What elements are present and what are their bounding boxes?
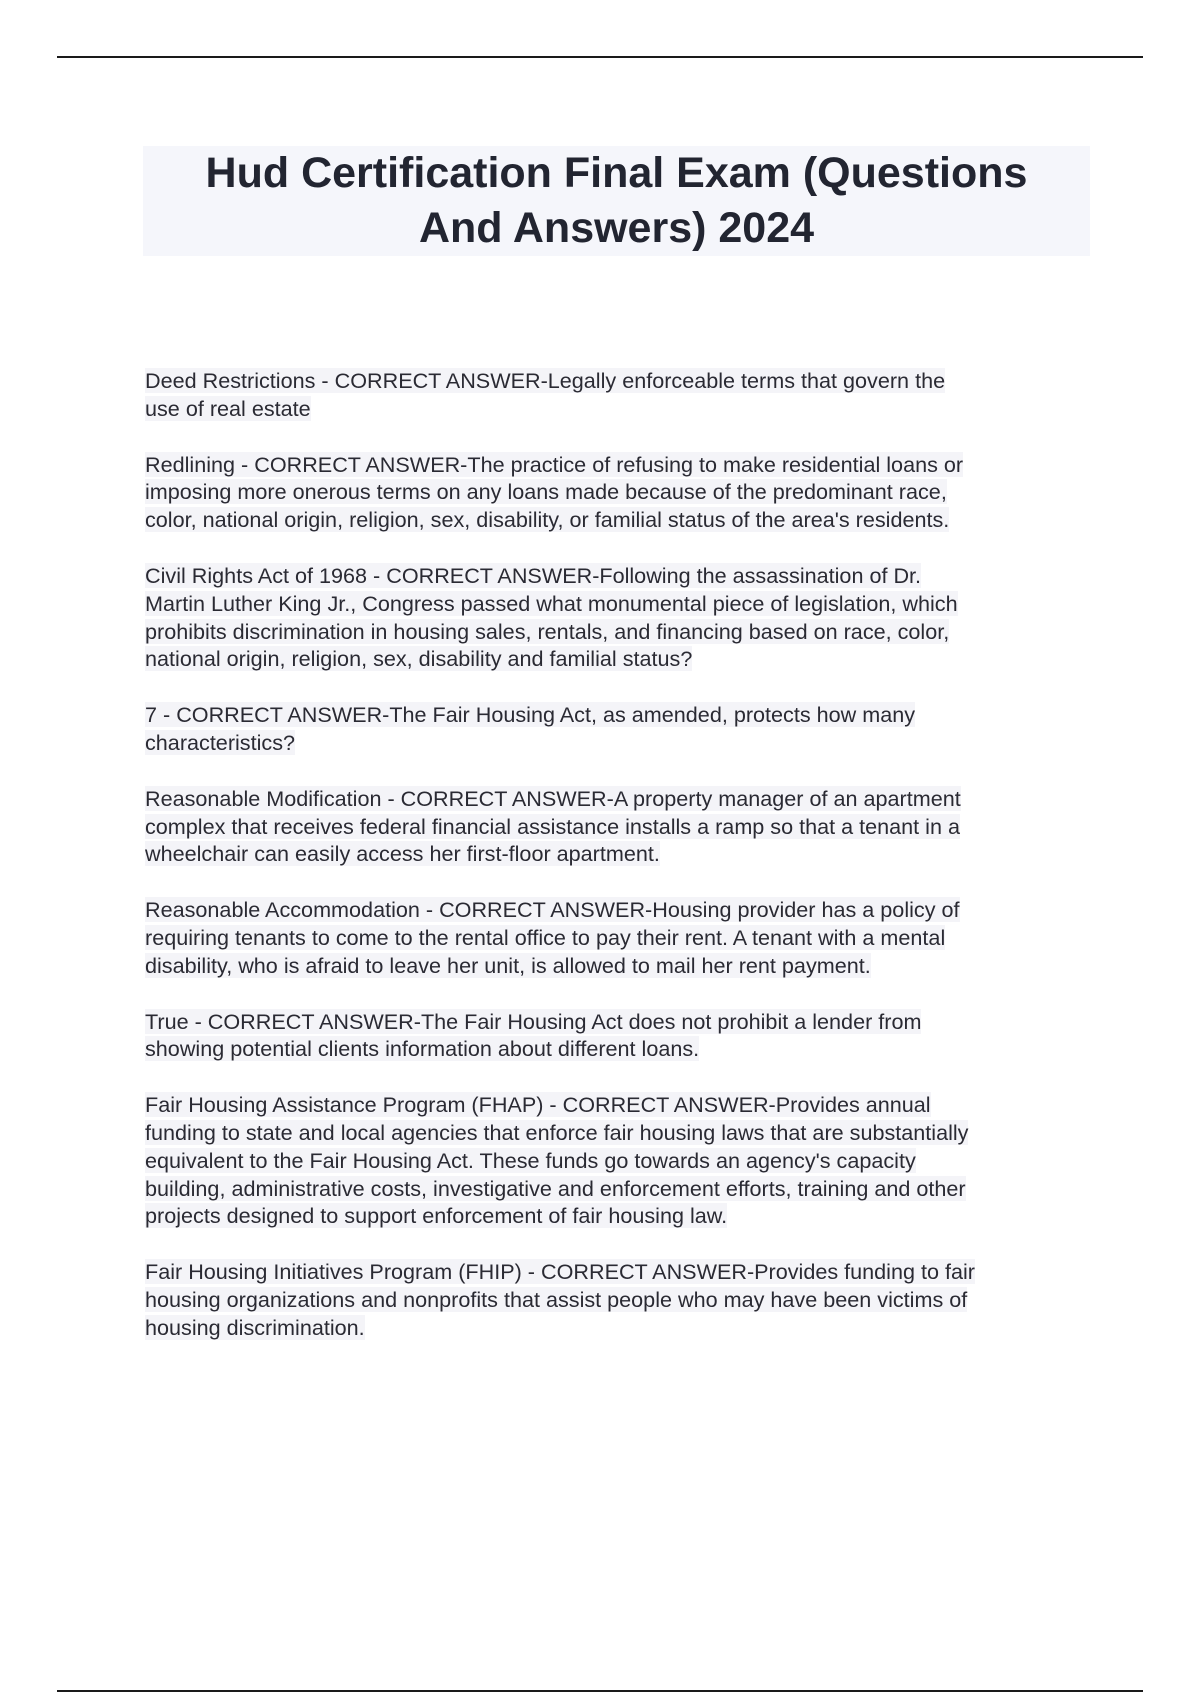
qa-list <box>145 367 1090 1370</box>
qa-line: Deed Restrictions - CORRECT ANSWER-Legally enforceable terms that govern the <box>145 368 946 393</box>
qa-item-reasonable-modification <box>145 785 1090 868</box>
top-rule <box>57 56 1143 58</box>
qa-line: projects designed to support enforcement of fair housing law. <box>145 1203 728 1229</box>
qa-item-true-lender <box>145 1008 1090 1064</box>
qa-line: wheelchair can easily access her first-floor apartment. <box>145 841 660 867</box>
qa-line: Reasonable Accommodation - CORRECT ANSWER-Housing provider has a policy of <box>145 897 960 923</box>
title-line-2: And Answers) 2024 <box>418 204 815 252</box>
qa-line: characteristics? <box>145 729 296 755</box>
qa-line: imposing more onerous terms on any loans made because of the predominant race, <box>145 479 947 505</box>
document-title <box>143 146 1090 256</box>
qa-line: national origin, religion, sex, disability and familial status? <box>145 646 693 672</box>
qa-item-deed-restrictions <box>145 367 1090 423</box>
title-line-1: Hud Certification Final Exam (Questions <box>205 149 1028 197</box>
qa-line: building, administrative costs, investigative and enforcement efforts, training and other <box>145 1175 966 1201</box>
qa-line: use of real estate <box>145 395 311 421</box>
qa-line: housing discrimination. <box>145 1314 365 1340</box>
qa-line: Reasonable Modification - CORRECT ANSWER-A property manager of an apartment <box>145 785 961 811</box>
qa-item-redlining <box>145 451 1090 534</box>
qa-line: Civil Rights Act of 1968 - CORRECT ANSWER-Following the assassination of Dr. <box>145 562 922 588</box>
qa-line: Martin Luther King Jr., Congress passed what monumental piece of legislation, which <box>145 590 958 616</box>
qa-line: True - CORRECT ANSWER-The Fair Housing Act does not prohibit a lender from <box>145 1008 922 1034</box>
qa-line: complex that receives federal financial assistance installs a ramp so that a tenant in a <box>145 813 960 839</box>
qa-item-fhip <box>145 1258 1090 1341</box>
qa-item-seven-characteristics <box>145 701 1090 757</box>
qa-line: prohibits discrimination in housing sales, rentals, and financing based on race, color, <box>145 618 950 644</box>
qa-line: funding to state and local agencies that enforce fair housing laws that are substantially <box>145 1119 969 1145</box>
qa-line: equivalent to the Fair Housing Act. These funds go towards an agency's capacity <box>145 1147 916 1173</box>
bottom-rule <box>57 1690 1143 1692</box>
qa-line: housing organizations and nonprofits that assist people who may have been victims of <box>145 1286 968 1312</box>
qa-line: requiring tenants to come to the rental office to pay their rent. A tenant with a mental <box>145 924 946 950</box>
qa-item-fhap <box>145 1091 1090 1230</box>
qa-line: Redlining - CORRECT ANSWER-The practice of refusing to make residential loans or <box>145 451 964 477</box>
qa-line: color, national origin, religion, sex, disability, or familial status of the area's residents. <box>145 507 950 533</box>
qa-line: 7 - CORRECT ANSWER-The Fair Housing Act, as amended, protects how many <box>145 702 916 728</box>
qa-line: Fair Housing Initiatives Program (FHIP) - CORRECT ANSWER-Provides funding to fair <box>145 1259 975 1285</box>
qa-line: showing potential clients information about different loans. <box>145 1036 700 1062</box>
qa-item-civil-rights-act <box>145 562 1090 673</box>
qa-line: disability, who is afraid to leave her unit, is allowed to mail her rent payment. <box>145 952 871 978</box>
qa-line: Fair Housing Assistance Program (FHAP) - CORRECT ANSWER-Provides annual <box>145 1092 931 1118</box>
qa-item-reasonable-accommodation <box>145 896 1090 979</box>
